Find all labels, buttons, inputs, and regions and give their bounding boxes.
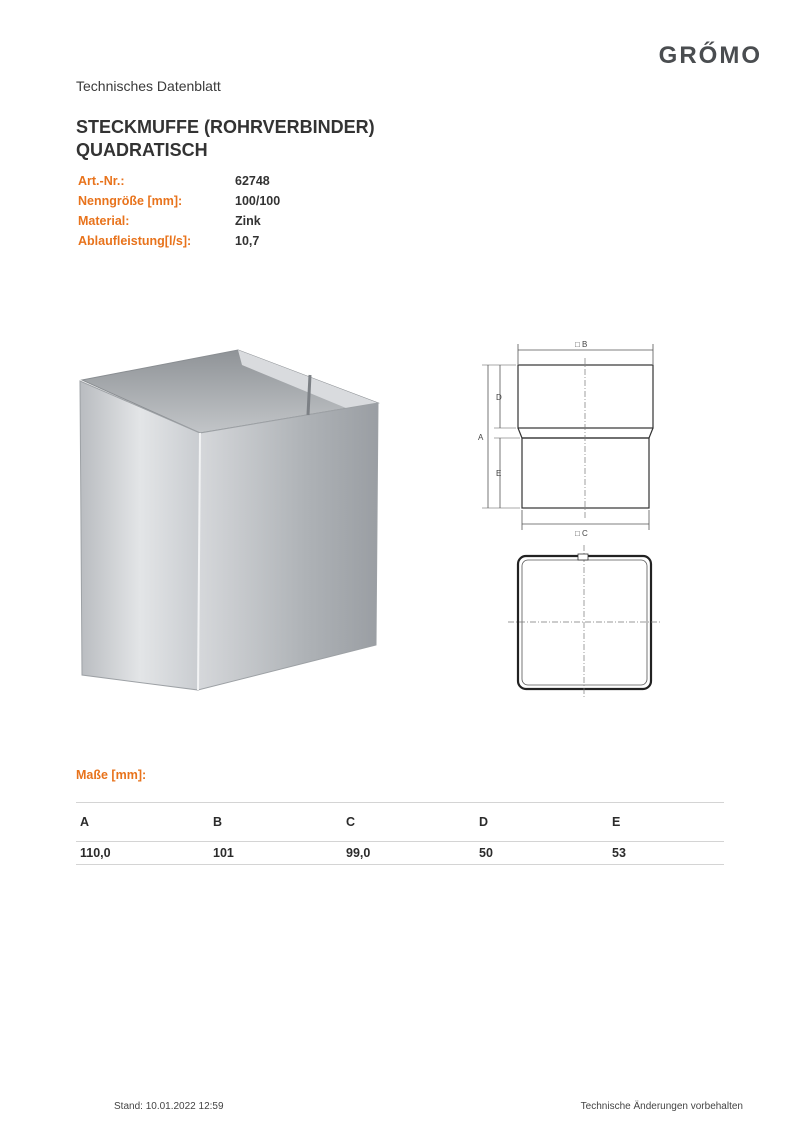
- sleeve-seam: [308, 375, 310, 415]
- dim-label-b: □ B: [575, 340, 588, 349]
- spec-row-size: [78, 194, 280, 214]
- brand-logo: GRŐMO: [658, 42, 762, 69]
- dim-label-e: E: [496, 469, 502, 478]
- spec-label: Nenngröße [mm]:: [78, 194, 183, 208]
- table-row: [76, 842, 724, 865]
- spec-label: Ablaufleistung[l/s]:: [78, 234, 192, 248]
- spec-value: 100/100: [235, 194, 281, 208]
- spec-row-article: [78, 174, 280, 194]
- sleeve-left-face: [80, 381, 200, 690]
- table-cell: 99,0: [342, 842, 475, 865]
- table-header-row: [76, 803, 724, 842]
- table-cell: 50: [475, 842, 608, 865]
- product-title-line1: STECKMUFFE (ROHRVERBINDER): [76, 117, 375, 137]
- sleeve-right-face: [198, 403, 378, 690]
- spec-row-flow: [78, 234, 280, 254]
- spec-row-material: [78, 214, 280, 234]
- column-header: C: [342, 803, 475, 842]
- product-title: [76, 116, 375, 162]
- spec-value: 10,7: [235, 234, 260, 248]
- column-header: A: [76, 803, 209, 842]
- table-cell: 110,0: [76, 842, 209, 865]
- product-image: [70, 345, 390, 695]
- column-header: B: [209, 803, 342, 842]
- column-header: D: [475, 803, 608, 842]
- spec-label: Art.-Nr.:: [78, 174, 125, 188]
- footer-note: Technische Änderungen vorbehalten: [580, 1101, 743, 1112]
- spec-value: 62748: [235, 174, 270, 188]
- dimensions-heading: Maße [mm]:: [76, 768, 147, 782]
- column-header: E: [608, 803, 724, 842]
- technical-drawing: [470, 330, 680, 700]
- dim-label-a: A: [478, 433, 484, 442]
- product-title-line2: QUADRATISCH: [76, 140, 208, 160]
- dim-label-c: □ C: [575, 529, 588, 538]
- spec-label: Material:: [78, 214, 130, 228]
- dimensions-table: [76, 802, 724, 865]
- spec-list: [78, 174, 280, 254]
- footer-date: Stand: 10.01.2022 12:59: [114, 1101, 224, 1112]
- spec-value: Zink: [235, 214, 261, 228]
- dim-label-d: D: [496, 393, 502, 402]
- document-type: Technisches Datenblatt: [76, 78, 221, 94]
- table-cell: 101: [209, 842, 342, 865]
- table-cell: 53: [608, 842, 724, 865]
